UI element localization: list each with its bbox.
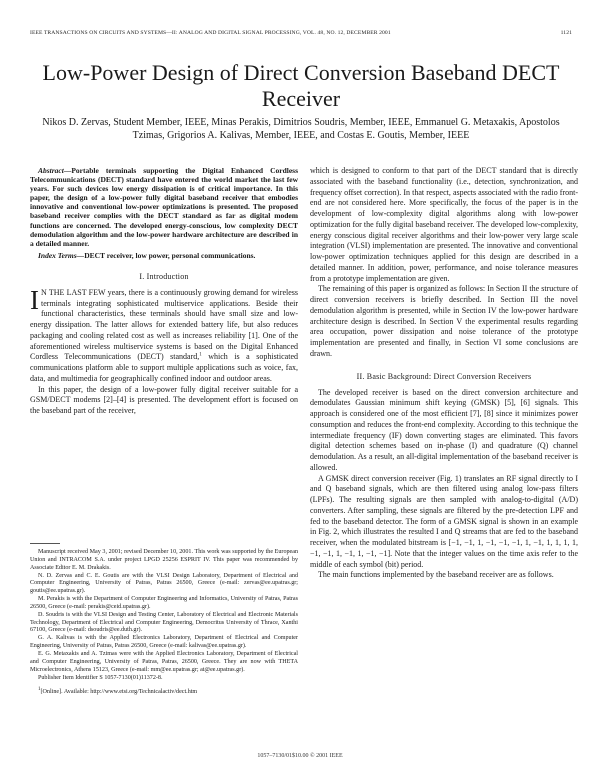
footnote-manuscript: Manuscript received May 3, 2001; revised December 10, 2001. This work was supported by the European Union and INTRACOM S.A. under project LPGD 25256 ESPRIT IV. This paper was recommended by Associate Editor E. M. Drakakis. xyxy=(30,549,298,571)
footnote-ref: 1 xyxy=(199,352,202,358)
footnote-affiliation: D. Soudris is with the VLSI Design and Testing Center, Laboratory of Electrical and Electronic Materials Technology, Department of Electrical and Computer Engineering, Democritus University of Thrace, Xanthi 67100, Greece (e-mail: dsoudris@ee.duth.gr). xyxy=(30,611,298,634)
paper-title: Low-Power Design of Direct Conversion Baseband DECT Receiver xyxy=(42,60,560,111)
left-column xyxy=(30,166,298,417)
footnotes xyxy=(30,549,298,697)
footnote-affiliation: M. Perakis is with the Department of Computer Engineering and Informatics, University of Patras, Patras 26500, Greece (e-mail: perakis@ceid.upatras.gr). xyxy=(30,596,298,610)
intro-paragraph-1 xyxy=(30,284,299,385)
abstract-text: Portable terminals supporting the Digital Enhanced Cordless Telecommunications (DECT) standard have entered the world market the last few years. For such devices low energy dissipation is of critical importance. In this paper, the design of a low-power fully digital baseband receiver that embodies innovative and conventional low-power optimizations is presented. The proposed baseband receiver complies with the DECT standard as far as digital modem functions are concerned. The developed energy-conscious, low complexity DECT demodulation algorithm and the low-power hardware architecture are described in a detailed manner. xyxy=(30,166,298,248)
running-header xyxy=(30,30,572,40)
index-terms-text: DECT receiver, low power, personal communications. xyxy=(84,250,256,260)
section-heading-introduction: I. Introduction xyxy=(139,271,189,281)
index-terms xyxy=(30,251,298,260)
intro-paragraph-2: In this paper, the design of a low-power fully digital receiver suitable for a GSM/DECT modems [2]–[4] is presented. The development effort is focused on the baseband part of the receiver, xyxy=(30,384,298,416)
section-heading-background: II. Basic Background: Direct Conversion Receivers xyxy=(356,371,532,381)
journal-header: IEEE TRANSACTIONS ON CIRCUITS AND SYSTEMS—II: ANALOG AND DIGITAL SIGNAL PROCESSING, VOL. 48, NO. 12, DECEMBER 2001 xyxy=(30,30,391,36)
right-paragraph-1: which is designed to conform to that part of the DECT standard that is directly associated with the baseband functionality (i.e., detection, synchronization, and frequency offset correction). In that respect, aspects associated with the radio front-end are not considered here. More specifically, the focus of the paper is in the development of low-complexity digital algorithms along with low-power optimization for the fully digital baseband receiver. The developed low-complexity, energy conscious digital receiver algorithms and their low-power very large scale integration (VLSI) implementation are presented. The innovative and conventional low-power optimization techniques applied for this design are described in a detailed manner. In addition, power, performance, and noise tolerance measures from a prototype implementation are given. xyxy=(310,166,578,283)
footnote-url: [Online]. Available: http://www.etsi.org/Technicalactiv/dect.htm xyxy=(40,689,198,696)
abstract-lead: Abstract— xyxy=(38,166,72,175)
page-number: 1121 xyxy=(560,30,572,36)
copyright-footer: 1057–7130/01$10.00 © 2001 IEEE xyxy=(257,753,343,759)
footnote-affiliation: E. G. Metaxakis and A. Tzimas were with the Applied Electronics Laboratory, Department of Electrical and Computer Engineering, University of Patras, Patras, 26500, Greece. They are now with THETA Microelectronics, Athens 15123, Greece (e-mail: mm@ee.upatras.gr; at@ee.upatras.gr). xyxy=(30,650,298,673)
right-column xyxy=(310,166,578,581)
intro-p1-end: which is a sophisticated communications platform able to support multiple applications such as voice, fax, data, and multimedia for geographically confined indoor and outdoor areas. xyxy=(30,352,299,383)
author-list: Nikos D. Zervas, Student Member, IEEE, Minas Perakis, Dimitrios Soudris, Member, IEEE, Emmanuel G. Metaxakis, Apostolos Tzimas, Grigorios A. Kalivas, Member, IEEE, and Costas E. Goutis, Member, IEEE xyxy=(42,117,560,141)
footnote-online-link xyxy=(30,689,298,697)
background-paragraph-2: A GMSK direct conversion receiver (Fig. 1) translates an RF signal directly to I and Q baseband signals, which are then filtered using analog low-pass filters (LPFs). The resulting signals are then sampled with analog-to-digital (A/D) converters. After sampling, these signals are filtered by the pre-detection LPF and fed to the baseband detector. The form of a GMSK signal is shown in an example in Fig. 2, which illustrates the resulted I and Q streams that are fed to the baseband receiver, when the modulated bitstream is [−1, −1, 1, −1, −1, −1, 1, −1, 1, 1, 1, 1, −1, −1, 1, −1, 1, −1, −1]. Note that the integer values on the time axis refer to the middle of each symbol (bit) period. xyxy=(310,473,578,569)
intro-p1-text: N THE LAST FEW years, there is a continuously growing demand for wireless terminals integrating sophisticated multiservice applications. Beside their functional characteristics, these terminals should have small size and low-energy dissipation. The latter allows for extended battery life, but also reduces packaging and cooling related cost as well as increases reliability [1]. One of the aforementioned wireless multiservice systems is based on the Digital Enhanced Cordless Telecommunications (DECT) standard, xyxy=(30,287,298,362)
footnote-affiliation: G. A. Kalivas is with the Applied Electronics Laboratory, Department of Electrical and Computer Engineering, University of Patras, Patras 26500, Greece (e-mail: kalivas@ee.upatras.gr). xyxy=(30,635,298,650)
footnote-divider xyxy=(30,543,60,544)
footnote-publisher-id: Publisher Item Identifier S 1057-7130(01)11372-8. xyxy=(38,674,163,681)
abstract xyxy=(30,166,298,248)
background-paragraph-1: The developed receiver is based on the direct conversion architecture and demodulates Gaussian minimum shift keying (GMSK) [5], [6] signals. This approach is considered one of the most efficient [7], [8] since it minimizes power consumption and reduces the front-end complexity. According to this technique the intermediate frequency (IF) down converting stages are eliminated. This favors digital detection schemes based on in-phase (I) and quadrature (Q) channel demodulation. As a result, an all-digital implementation of the baseband receiver is allowed. xyxy=(310,387,578,472)
footnote-marker: 1 xyxy=(38,687,41,693)
right-paragraph-2: The remaining of this paper is organized as follows: In Section II the structure of direct conversion receivers is briefly described. In Section III the novel demodulation algorithm is presented, while in Section IV the low-power hardware architecture design is described. In Section V the experimental results regarding area occupation, power dissipation and noise tolerance of the prototype implementation are presented and finally, in Section VI some conclusions are drawn. xyxy=(310,284,578,358)
dropcap-letter: I xyxy=(30,284,39,315)
background-paragraph-3: The main functions implemented by the baseband receiver are as follows. xyxy=(318,570,554,580)
index-terms-lead: Index Terms— xyxy=(38,250,85,260)
footnote-affiliation: N. D. Zervas and C. E. Goutis are with the VLSI Design Laboratory, Department of Electrical and Computer Engineering, University of Patras, Patras 26500, Greece (e-mail: zervas@ee.upatras.gr; goutis@ee.upatras.gr). xyxy=(30,572,298,595)
